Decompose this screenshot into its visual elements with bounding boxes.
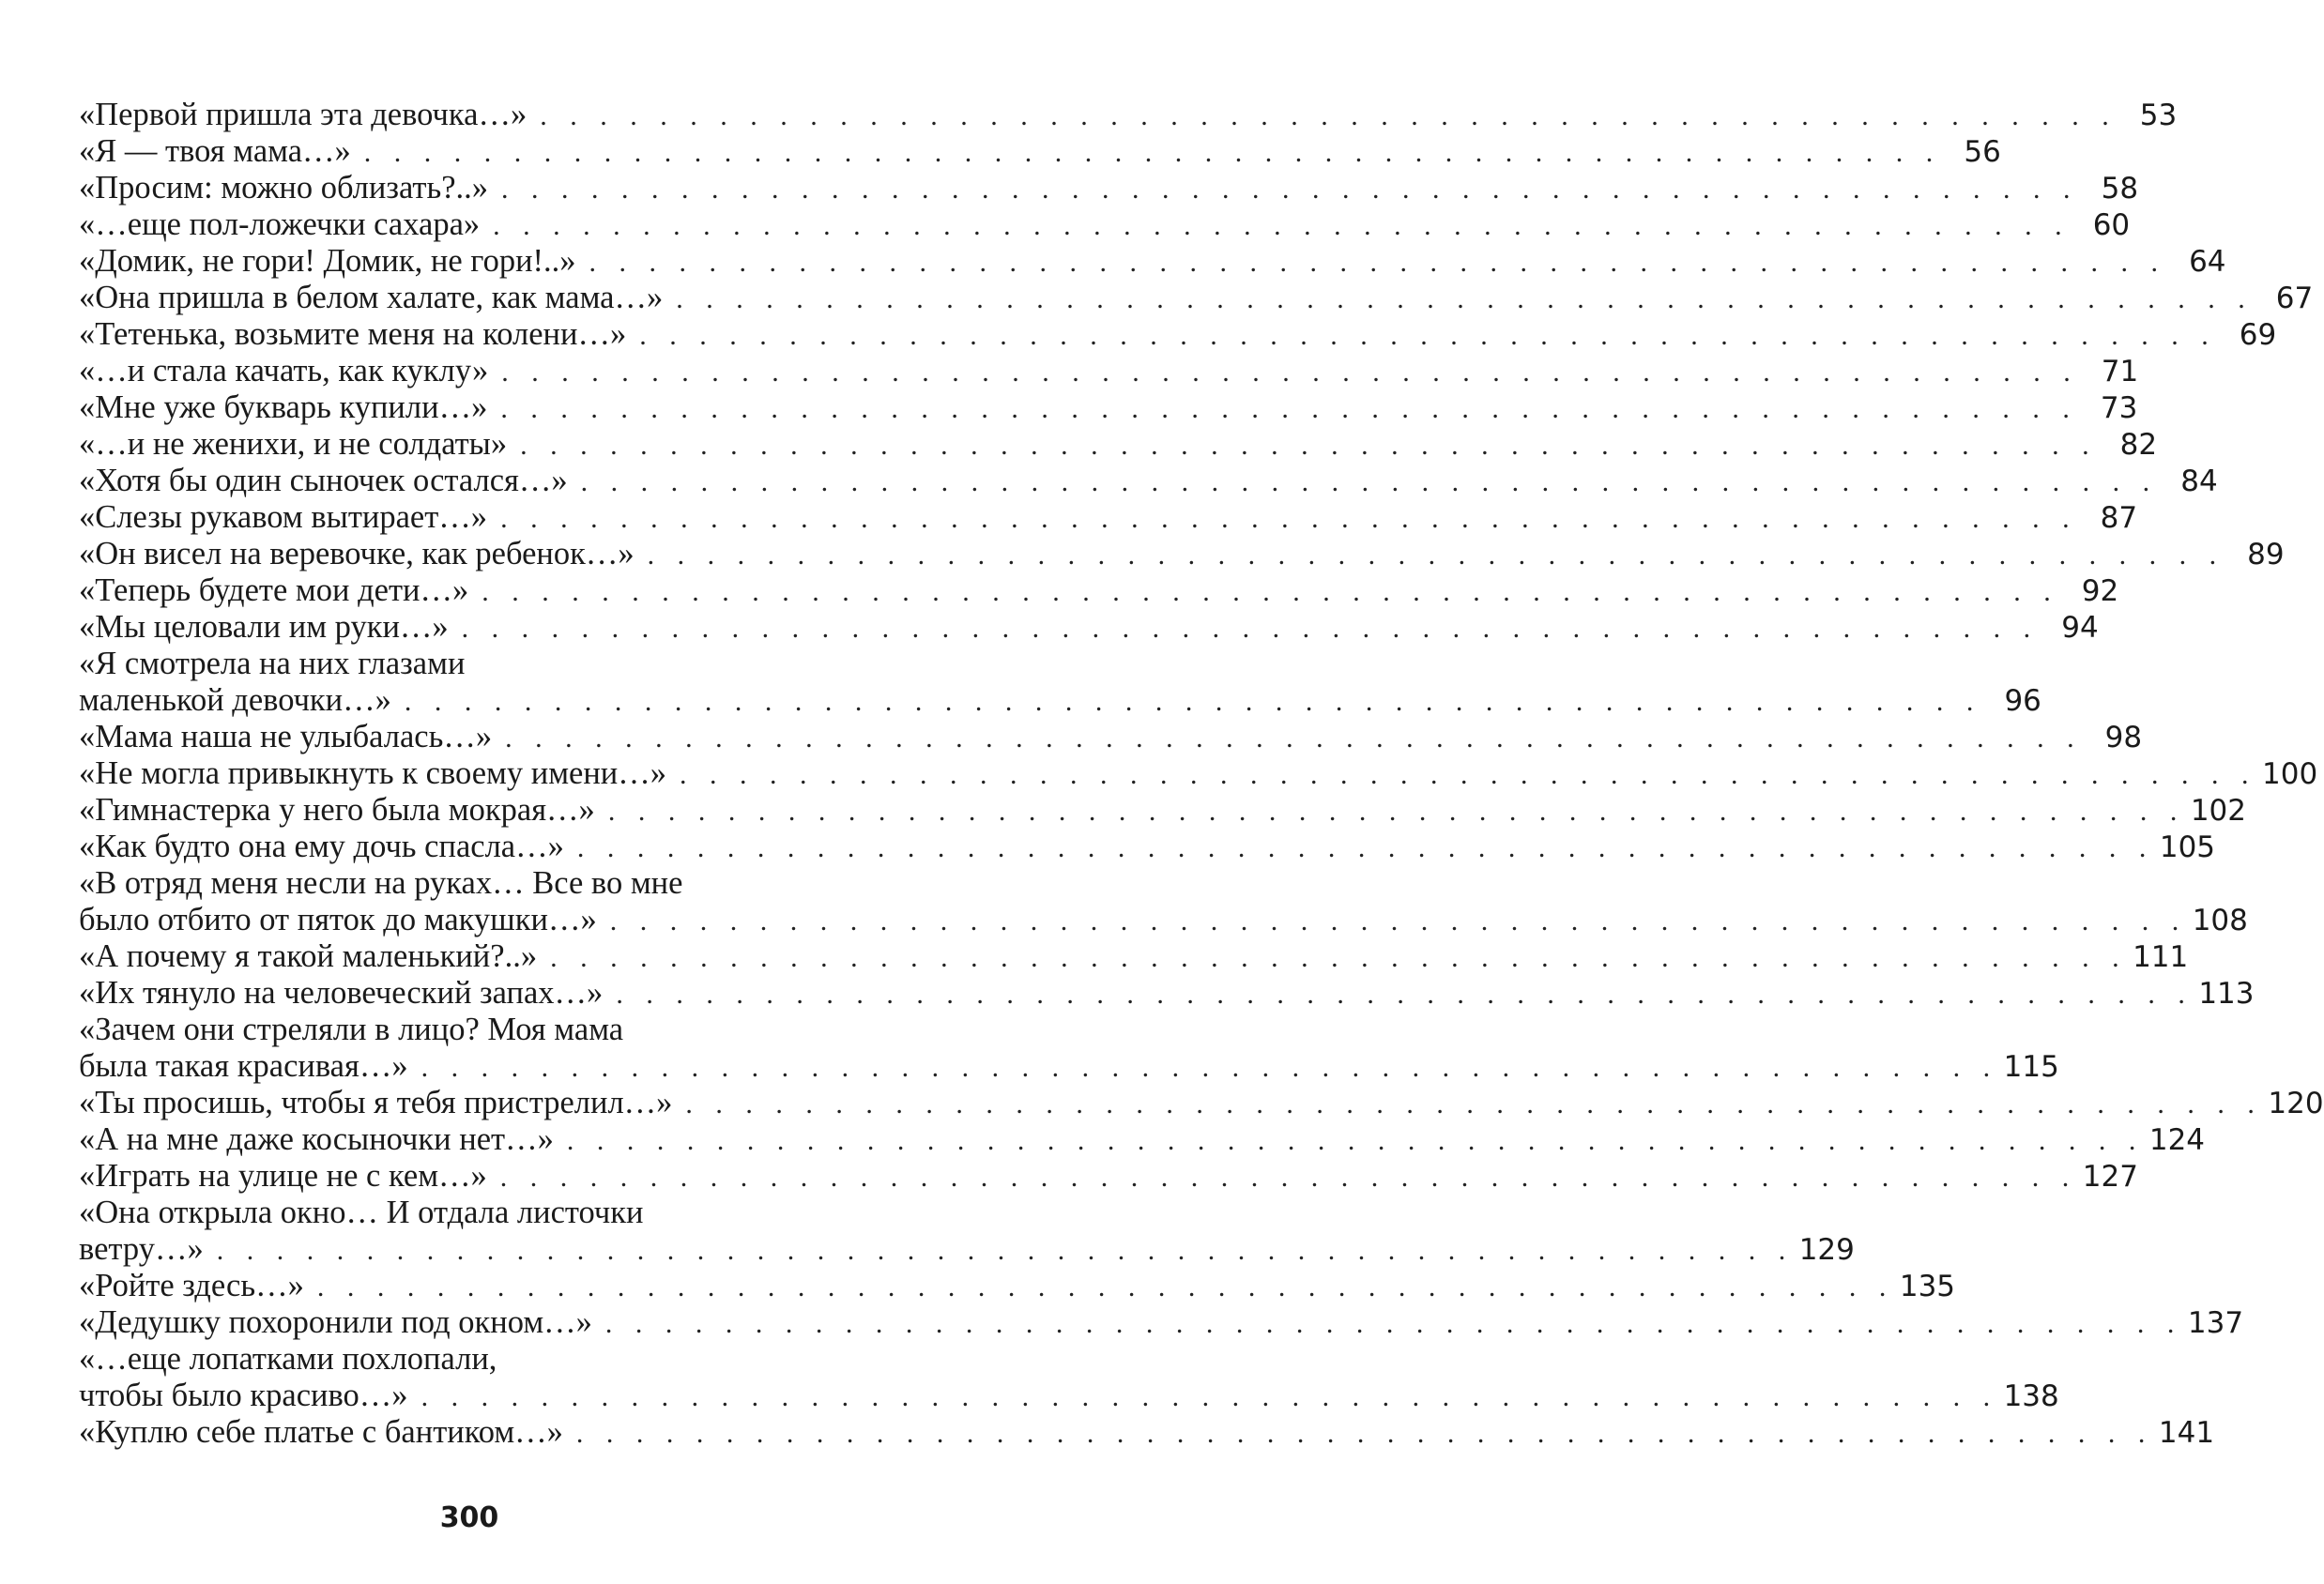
toc-entry-row xyxy=(79,755,2318,792)
toc-entry-row xyxy=(79,463,2218,499)
toc-entry-row xyxy=(79,133,2001,170)
toc-entry xyxy=(79,1158,2138,1195)
toc-entry-row xyxy=(79,1304,2244,1341)
toc-entry xyxy=(79,1121,2206,1158)
dot-leader: . . . . . . . . . . . . . . . . . . . . . . . . . . . . . . . . . . . . . . . . . . . . . . . . . . . . . xyxy=(499,1162,2077,1193)
toc-entry-page-number: 113 xyxy=(2198,977,2255,1011)
toc-entry-title-line: «В отряд меня несли на руках… Все во мне xyxy=(79,865,683,901)
toc-entry-row xyxy=(79,426,2158,463)
toc-entry-page-number: 58 xyxy=(2101,172,2139,206)
toc-entry-page-number: 96 xyxy=(2004,684,2041,718)
toc-entry-title-line: «Их тянуло на человеческий запах…» xyxy=(79,975,604,1011)
toc-entry-title-line: «Играть на улице не с кем…» xyxy=(79,1158,487,1194)
toc-entry-row xyxy=(79,353,2139,389)
toc-entry-title-line: было отбито от пяток до макушки…» xyxy=(79,902,597,937)
toc-entry xyxy=(79,755,2318,792)
dot-leader: . . . . . . . . . . . . . . . . . . . . . . . . . . . . . . . . . . . . . . . . . . . . . . . . . . . . . xyxy=(404,686,1981,717)
toc-entry-title-line: «Я смотрела на них глазами xyxy=(79,646,466,681)
dot-leader: . . . . . . . . . . . . . . . . . . . . . . . . . . . . . . . . . . . . . . . . . . . . . . . . . . . . . xyxy=(604,1308,2182,1339)
dot-leader: . . . . . . . . . . . . . . . . . . . . . . . . . . . . . . . . . . . . . . . . . . . . . . . . . . . . . xyxy=(461,613,2039,644)
toc-entry-title-line: маленькой девочки…» xyxy=(79,682,391,718)
dot-leader: . . . . . . . . . . . . . . . . . . . . . . . . . . . . . . . . . . . . . . . . . . . . . . . . . . . . . xyxy=(363,137,1941,168)
toc-entry-row xyxy=(79,1268,1956,1304)
toc-entry-row xyxy=(79,1231,1855,1268)
toc-entry-title-line: «Он висел на веревочке, как ребенок…» xyxy=(79,536,635,571)
toc-entry-title-line: «Я — твоя мама…» xyxy=(79,133,351,169)
toc-entry-title-line: «Тетенька, возьмите меня на колени…» xyxy=(79,316,627,352)
toc-entry-title-line: чтобы было красиво…» xyxy=(79,1378,408,1413)
toc-entry-title-line: «Зачем они стреляли в лицо? Моя мама xyxy=(79,1012,624,1047)
dot-leader: . . . . . . . . . . . . . . . . . . . . . . . . . . . . . . . . . . . . . . . . . . . . . . . . . . . . . xyxy=(493,210,2071,241)
toc-entry-page-number: 60 xyxy=(2092,208,2131,242)
toc-entry xyxy=(79,1414,2215,1451)
toc-entry xyxy=(79,646,2041,719)
toc-entry-page-number: 84 xyxy=(2180,465,2218,498)
dot-leader: . . . . . . . . . . . . . . . . . . . . . . . . . . . . . . . . . . . . . . . . . . . . . . . . . . . . . xyxy=(589,247,2166,278)
toc-entry xyxy=(79,1304,2244,1341)
dot-leader: . . . . . . . . . . . . . . . . . . . . . . . . . . . . . . . . . . . . . . . . . . . . . . . . . . . . . xyxy=(550,942,2128,973)
toc-entry xyxy=(79,719,2143,755)
toc-entry-title-line: «А почему я такой маленький?..» xyxy=(79,938,538,974)
toc-entry-page-number: 64 xyxy=(2189,245,2226,279)
toc-entry xyxy=(79,97,2178,133)
toc-entry-page-number: 124 xyxy=(2148,1123,2206,1157)
toc-entry-row xyxy=(79,499,2138,536)
dot-leader: . . . . . . . . . . . . . . . . . . . . . . . . . . . . . . . . . . . . . . . . . . . . . . . . . . . . . xyxy=(676,283,2254,314)
toc-entry-row xyxy=(79,1414,2215,1451)
toc-entry-page-number: 115 xyxy=(2003,1050,2059,1084)
toc-entry-page-number: 138 xyxy=(2003,1379,2059,1413)
toc-entry xyxy=(79,133,2001,170)
dot-leader: . . . . . . . . . . . . . . . . . . . . . . . . . . . . . . . . . . . . . . . . . . . . . . . . . . . . . xyxy=(609,906,2187,937)
table-of-contents xyxy=(79,97,2324,1451)
toc-entry-title-line: «Первой пришла эта девочка…» xyxy=(79,97,527,132)
toc-entry xyxy=(79,1195,1855,1268)
dot-leader: . . . . . . . . . . . . . . . . . . . . . . . . . . . . . . . . . . . . . . . . . . . . . . . . . . . . . xyxy=(420,1052,1998,1083)
dot-leader: . . . . . . . . . . . . . . . . . . . . . . . . . . . . . . . . . . . . . . . . . . . . . . . . . . . . . xyxy=(639,320,2217,351)
dot-leader: . . . . . . . . . . . . . . . . . . . . . . . . . . . . . . . . . . . . . . . . . . . . . . . . . . . . . xyxy=(580,466,2158,497)
toc-entry xyxy=(79,938,2189,975)
toc-entry-page-number: 71 xyxy=(2101,355,2139,388)
toc-entry-page-number: 120 xyxy=(2268,1087,2324,1120)
dot-leader: . . . . . . . . . . . . . . . . . . . . . . . . . . . . . . . . . . . . . . . . . . . . . . . . . . . . . xyxy=(616,979,2194,1010)
toc-entry xyxy=(79,572,2119,609)
toc-entry-row xyxy=(79,170,2139,206)
dot-leader: . . . . . . . . . . . . . . . . . . . . . . . . . . . . . . . . . . . . . . . . . . . . . . . . . . . . . xyxy=(566,1125,2144,1156)
toc-entry-row xyxy=(79,572,2119,609)
toc-entry-row xyxy=(79,1378,2059,1414)
toc-entry xyxy=(79,975,2255,1012)
toc-entry-title-line: «Слезы рукавом вытирает…» xyxy=(79,499,488,535)
dot-leader: . . . . . . . . . . . . . . . . . . . . . . . . . . . . . . . . . . . . . . . . . . . . . . . . . . . . . xyxy=(505,723,2083,754)
toc-entry-page-number: 69 xyxy=(2239,318,2277,352)
toc-entry-page-number: 137 xyxy=(2187,1306,2244,1340)
toc-entry-row xyxy=(79,719,2143,755)
toc-entry-row xyxy=(79,243,2226,280)
toc-entry-title-line: «…еще лопатками похлопали, xyxy=(79,1341,497,1377)
toc-entry-page-number: 135 xyxy=(1899,1270,1956,1303)
toc-entry-row xyxy=(79,1121,2206,1158)
toc-entry-page-number: 73 xyxy=(2100,391,2138,425)
toc-entry-page-number: 108 xyxy=(2192,904,2248,937)
toc-entry-title-line: «Мы целовали им руки…» xyxy=(79,609,449,645)
toc-entry-title-line: «…и не женихи, и не солдаты» xyxy=(79,426,508,462)
toc-entry-title-line: «Куплю себе платье с бантиком…» xyxy=(79,1414,563,1450)
toc-entry-title-line: ветру…» xyxy=(79,1231,204,1267)
toc-entry-row xyxy=(79,536,2285,572)
toc-entry-row xyxy=(79,97,2178,133)
toc-entry-row xyxy=(79,1048,2059,1085)
toc-entry-title-line: «Она открыла окно… И отдала листочки xyxy=(79,1195,644,1230)
dot-leader: . . . . . . . . . . . . . . . . . . . . . . . . . . . . . . . . . . . . . . . . . . . . . . . . . . . . . xyxy=(420,1381,1998,1412)
toc-entry xyxy=(79,1341,2059,1414)
toc-entry-row xyxy=(79,1158,2138,1195)
dot-leader: . . . . . . . . . . . . . . . . . . . . . . . . . . . . . . . . . . . . . . . . . . . . . . . . . . . . . xyxy=(500,393,2078,424)
toc-entry-page-number: 111 xyxy=(2133,940,2189,974)
toc-entry xyxy=(79,865,2248,938)
toc-entry xyxy=(79,353,2139,389)
toc-entry-row xyxy=(79,389,2138,426)
dot-leader: . . . . . . . . . . . . . . . . . . . . . . . . . . . . . . . . . . . . . . . . . . . . . . . . . . . . . xyxy=(501,357,2079,388)
toc-entry-title-line: «Мне уже букварь купили…» xyxy=(79,389,488,425)
toc-entry xyxy=(79,1085,2324,1121)
toc-entry-page-number: 102 xyxy=(2190,794,2246,828)
toc-entry-row xyxy=(79,1085,2324,1121)
toc-entry xyxy=(79,609,2099,646)
toc-entry-row xyxy=(79,206,2131,243)
toc-entry xyxy=(79,829,2216,865)
toc-entry-title-line: «Ройте здесь…» xyxy=(79,1268,304,1303)
toc-entry-row xyxy=(79,938,2189,975)
toc-entry-title-line: «Мама наша не улыбалась…» xyxy=(79,719,493,754)
toc-entry-page-number: 94 xyxy=(2061,611,2099,645)
toc-entry-row xyxy=(79,975,2255,1012)
toc-entry-page-number: 82 xyxy=(2119,428,2158,462)
toc-entry-page-number: 53 xyxy=(2139,99,2178,132)
toc-entry xyxy=(79,1012,2059,1085)
toc-entry xyxy=(79,536,2285,572)
toc-entry-row xyxy=(79,280,2314,316)
toc-entry-page-number: 56 xyxy=(1964,135,2001,169)
page-number: 300 xyxy=(439,1501,499,1534)
toc-entry-row xyxy=(79,829,2216,865)
toc-entry-title-line: «Как будто она ему дочь спасла…» xyxy=(79,829,564,864)
dot-leader: . . . . . . . . . . . . . . . . . . . . . . . . . . . . . . . . . . . . . . . . . . . . . . . . . . . . . xyxy=(685,1089,2263,1119)
toc-entry-page-number: 105 xyxy=(2159,830,2216,864)
dot-leader: . . . . . . . . . . . . . . . . . . . . . . . . . . . . . . . . . . . . . . . . . . . . . . . . . . . . . xyxy=(520,430,2098,461)
toc-entry xyxy=(79,792,2246,829)
toc-entry-page-number: 67 xyxy=(2275,282,2314,315)
toc-entry-row xyxy=(79,792,2246,829)
toc-entry-title-line: «Ты просишь, чтобы я тебя пристрелил…» xyxy=(79,1085,673,1120)
toc-entry-page-number: 92 xyxy=(2081,574,2119,608)
dot-leader: . . . . . . . . . . . . . . . . . . . . . . . . . . . . . . . . . . . . . . . . . . . . . . . . . . . . . xyxy=(680,759,2257,790)
dot-leader: . . . . . . . . . . . . . . . . . . . . . . . . . . . . . . . . . . . . . . . . . . . . . . . . . . . . . xyxy=(576,832,2154,863)
dot-leader: . . . . . . . . . . . . . . . . . . . . . . . . . . . . . . . . . . . . . . . . . . . . . . . . . . . . . xyxy=(501,174,2079,205)
toc-entry-row xyxy=(79,316,2277,353)
toc-entry-title-line: «Хотя бы один сыночек остался…» xyxy=(79,463,568,498)
toc-entry xyxy=(79,1268,1956,1304)
toc-entry-page-number: 127 xyxy=(2082,1160,2138,1194)
toc-entry-page-number: 100 xyxy=(2262,757,2318,791)
toc-entry-page-number: 89 xyxy=(2247,538,2285,571)
toc-entry-title-line: «…и стала качать, как куклу» xyxy=(79,353,489,388)
toc-entry xyxy=(79,463,2218,499)
toc-entry-page-number: 87 xyxy=(2100,501,2138,535)
dot-leader: . . . . . . . . . . . . . . . . . . . . . . . . . . . . . . . . . . . . . . . . . . . . . . . . . . . . . xyxy=(647,540,2225,571)
dot-leader: . . . . . . . . . . . . . . . . . . . . . . . . . . . . . . . . . . . . . . . . . . . . . . . . . . . . . xyxy=(575,1418,2153,1449)
toc-entry-row xyxy=(79,682,2041,719)
toc-entry xyxy=(79,280,2314,316)
toc-entry xyxy=(79,170,2139,206)
toc-entry xyxy=(79,316,2277,353)
dot-leader: . . . . . . . . . . . . . . . . . . . . . . . . . . . . . . . . . . . . . . . . . . . . . . . . . . . . . xyxy=(316,1272,1894,1302)
toc-entry xyxy=(79,426,2158,463)
toc-entry-title-line: «Она пришла в белом халате, как мама…» xyxy=(79,280,664,315)
toc-entry xyxy=(79,206,2131,243)
toc-entry-title-line: «Просим: можно облизать?..» xyxy=(79,170,489,206)
toc-entry-title-line: «…еще пол-ложечки сахара» xyxy=(79,206,481,242)
dot-leader: . . . . . . . . . . . . . . . . . . . . . . . . . . . . . . . . . . . . . . . . . . . . . . . . . . . . . xyxy=(607,796,2185,827)
toc-entry-title-line: была такая красивая…» xyxy=(79,1048,408,1084)
toc-entry xyxy=(79,243,2226,280)
toc-entry-page-number: 129 xyxy=(1798,1233,1855,1267)
toc-entry-title-line: «Дедушку похоронили под окном…» xyxy=(79,1304,592,1340)
toc-entry-row xyxy=(79,902,2248,938)
toc-entry-title-line: «А на мне даже косыночки нет…» xyxy=(79,1121,554,1157)
toc-entry-title-line: «Теперь будете мои дети…» xyxy=(79,572,469,608)
toc-entry-page-number: 98 xyxy=(2104,721,2143,754)
dot-leader: . . . . . . . . . . . . . . . . . . . . . . . . . . . . . . . . . . . . . . . . . . . . . . . . . . . . . xyxy=(216,1235,1794,1266)
toc-entry-row xyxy=(79,609,2099,646)
toc-entry-page-number: 141 xyxy=(2158,1416,2215,1450)
dot-leader: . . . . . . . . . . . . . . . . . . . . . . . . . . . . . . . . . . . . . . . . . . . . . . . . . . . . . xyxy=(540,100,2118,131)
toc-entry-title-line: «Домик, не гори! Домик, не гори!..» xyxy=(79,243,576,279)
dot-leader: . . . . . . . . . . . . . . . . . . . . . . . . . . . . . . . . . . . . . . . . . . . . . . . . . . . . . xyxy=(482,576,2059,607)
toc-entry xyxy=(79,499,2138,536)
toc-entry-title-line: «Гимнастерка у него была мокрая…» xyxy=(79,792,595,828)
toc-entry-title-line: «Не могла привыкнуть к своему имени…» xyxy=(79,755,667,791)
toc-entry xyxy=(79,389,2138,426)
dot-leader: . . . . . . . . . . . . . . . . . . . . . . . . . . . . . . . . . . . . . . . . . . . . . . . . . . . . . xyxy=(500,503,2078,534)
